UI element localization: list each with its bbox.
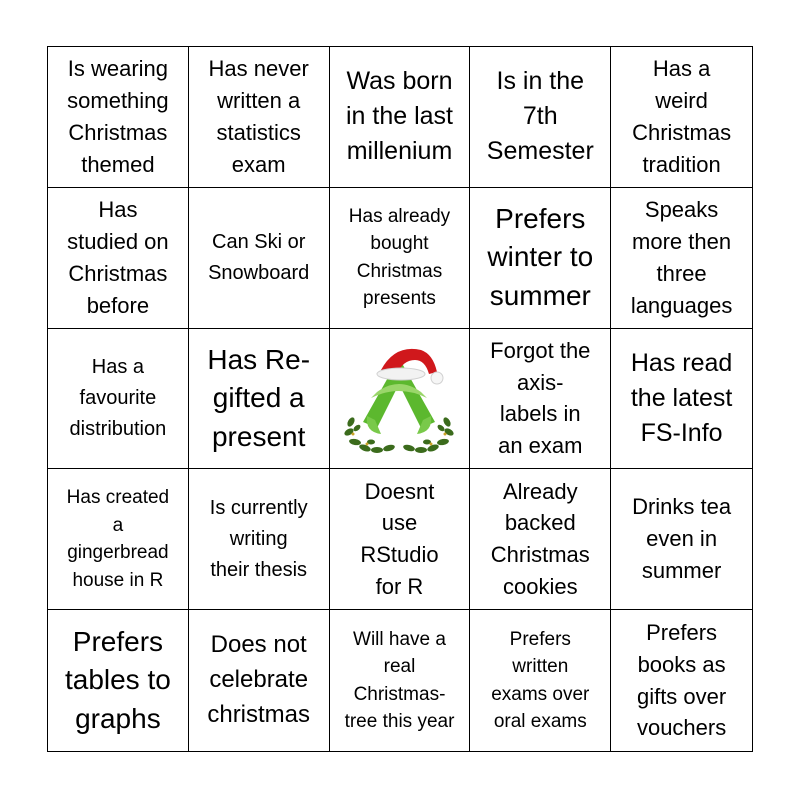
cell-text: Has created a gingerbread house in R: [66, 487, 170, 591]
cell-text: Was born in the last millenium: [345, 67, 453, 166]
bingo-cell[interactable]: [330, 469, 471, 610]
bingo-board: [47, 46, 753, 752]
cell-text: Has Re- gifted a present: [207, 343, 311, 452]
cell-text: Prefers tables to graphs: [64, 625, 171, 734]
cell-text: Has never written a statistics exam: [208, 56, 309, 177]
bingo-cell[interactable]: [330, 610, 471, 751]
cell-text: Has studied on Christmas before: [67, 196, 169, 318]
bingo-cell[interactable]: [189, 610, 330, 751]
cell-text: Does not celebrate christmas: [207, 631, 311, 728]
bingo-cell[interactable]: [470, 469, 611, 610]
bingo-cell[interactable]: [330, 47, 471, 188]
cell-text: Has a weird Christmas tradition: [632, 56, 732, 177]
bingo-cell[interactable]: [470, 47, 611, 188]
cell-text: Prefers written exams over oral exams: [491, 628, 590, 733]
cell-text: Speaks more then three languages: [630, 196, 733, 318]
cell-text: Doesnt use RStudio for R: [360, 478, 439, 600]
cell-text: Has already bought Christmas presents: [348, 205, 451, 310]
bingo-cell[interactable]: [189, 329, 330, 470]
cell-text: Has read the latest FS-Info: [630, 348, 733, 447]
cell-text: Drinks tea even in summer: [632, 494, 732, 584]
bingo-cell[interactable]: [48, 469, 189, 610]
cell-text: Is currently writing their thesis: [209, 496, 308, 581]
bingo-cell[interactable]: [48, 610, 189, 751]
cell-text: Is wearing something Christmas themed: [67, 56, 169, 177]
bingo-cell[interactable]: [611, 469, 752, 610]
bingo-cell[interactable]: [189, 47, 330, 188]
cell-text: Prefers books as gifts over vouchers: [636, 619, 727, 741]
santa-hat-wreath-logo-icon: [337, 336, 461, 460]
cell-text: Can Ski or Snowboard: [208, 230, 310, 284]
cell-text: Is in the 7th Semester: [486, 67, 594, 166]
bingo-cell[interactable]: [48, 47, 189, 188]
bingo-cell[interactable]: [611, 47, 752, 188]
bingo-cell[interactable]: [48, 188, 189, 329]
cell-text: Has a favourite distribution: [69, 355, 167, 440]
cell-text: Already backed Christmas cookies: [490, 478, 590, 600]
bingo-cell[interactable]: [611, 188, 752, 329]
bingo-cell[interactable]: [48, 329, 189, 470]
bingo-cell[interactable]: [470, 610, 611, 751]
bingo-cell[interactable]: [470, 329, 611, 470]
cell-text: Prefers winter to summer: [487, 202, 594, 311]
cell-text: Forgot the axis- labels in an exam: [490, 337, 591, 459]
bingo-cell[interactable]: [189, 188, 330, 329]
bingo-cell[interactable]: [189, 469, 330, 610]
bingo-cell[interactable]: [611, 329, 752, 470]
bingo-cell[interactable]: [330, 188, 471, 329]
bingo-cell[interactable]: [611, 610, 752, 751]
bingo-free-space[interactable]: [330, 329, 471, 470]
cell-text: Will have a real Christmas- tree this year: [344, 628, 455, 733]
bingo-cell[interactable]: [470, 188, 611, 329]
